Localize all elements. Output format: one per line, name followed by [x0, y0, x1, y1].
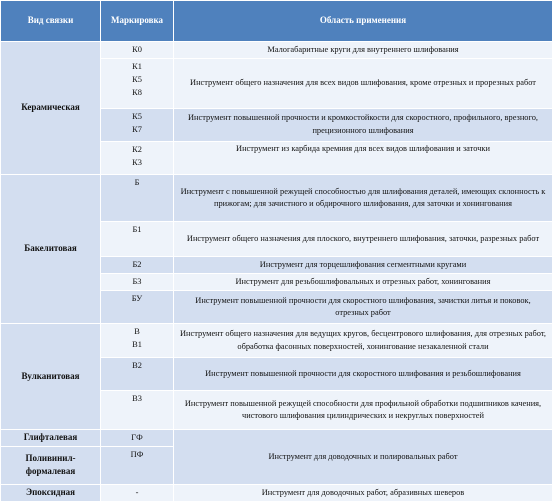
marking-cell [101, 274, 174, 291]
application-cell: Малогабаритные круги для внутреннего шлифования [174, 42, 552, 59]
marking-value: ПФ [130, 449, 144, 459]
marking-value: К5 [132, 112, 142, 122]
marking-cell [101, 142, 174, 175]
application-cell: Инструмент для торцешлифования сегментными кругами [174, 257, 552, 274]
application-cell: Инструмент из карбида кремния для всех видов шлифования и заточки [174, 142, 552, 175]
marking-cell [101, 222, 174, 257]
application-cell: Инструмент для доводочных работ, абразивных шеверов [174, 484, 552, 501]
marking-value: БУ [131, 294, 143, 304]
marking-cell [101, 446, 174, 484]
marking-cell [101, 391, 174, 430]
marking-cell [101, 358, 174, 391]
header-marking: Маркировка [101, 1, 174, 42]
table-row [1, 42, 552, 59]
table-row [1, 324, 552, 358]
marking-value: - [135, 487, 139, 497]
table-row [1, 175, 552, 222]
application-cell: Инструмент общего назначения для плоского, внутреннего шлифования, заточки, разрезных работ [174, 222, 552, 257]
application-cell: Инструмент повышенной прочности для скоростного шлифования, зачистки литья и поковок, отрезных работ [174, 291, 552, 324]
application-cell: Инструмент с повышенной режущей способностью для шлифования деталей, имеющих склонность к прижогам; для зачистного и обдирочного шлифования, для заточки и хонингования [174, 175, 552, 222]
marking-value: В2 [132, 361, 142, 371]
application-cell: Инструмент общего назначения для всех видов шлифования, кроме отрезных и прорезных работ [174, 59, 552, 109]
bond-type-cell: Глифталевая [1, 430, 101, 447]
marking-value: Б [134, 178, 140, 188]
marking-value: К3 [132, 158, 142, 168]
header-application-area: Область применения [174, 1, 552, 42]
marking-cell [101, 430, 174, 447]
table-row [1, 484, 552, 501]
marking-value: Б2 [132, 260, 142, 270]
marking-cell [101, 484, 174, 501]
marking-cell [101, 42, 174, 59]
table-row [1, 430, 552, 447]
marking-cell [101, 324, 174, 358]
bond-type-cell: Вулканитовая [1, 324, 101, 430]
application-cell: Инструмент повышенной прочности для скоростного шлифования и резьбошлифования [174, 358, 552, 391]
marking-value: В1 [132, 340, 142, 350]
marking-cell [101, 291, 174, 324]
application-cell: Инструмент для доводочных и полировальных работ [174, 430, 552, 485]
marking-cell [101, 109, 174, 142]
marking-cell [101, 175, 174, 222]
header-row [1, 1, 552, 42]
marking-value: ГФ [131, 433, 143, 443]
bond-type-cell: Эпоксидная [1, 484, 101, 501]
marking-value: Б3 [132, 277, 142, 287]
application-cell: Инструмент повышенной прочности и кромкостойкости для скоростного, профильного, врезного, прецизионного шлифования [174, 109, 552, 142]
marking-value: К1 [132, 62, 142, 72]
bond-type-cell: Поливинил-формалевая [1, 446, 101, 484]
application-cell: Инструмент для резьбошлифовальных и отрезных работ, хонингования [174, 274, 552, 291]
marking-value: К8 [132, 88, 142, 98]
application-cell: Инструмент общего назначения для ведущих кругов, бесцентрового шлифования, для отрезных работ, обработка фасонных поверхностей, хонингование незакаленной стали [174, 324, 552, 358]
marking-value: К2 [132, 145, 142, 155]
bond-type-cell: Керамическая [1, 42, 101, 175]
marking-value: К0 [132, 45, 142, 54]
marking-value: В [134, 327, 140, 337]
marking-value: Б1 [132, 225, 142, 235]
marking-value: К7 [132, 125, 142, 135]
marking-value: В3 [132, 394, 142, 404]
marking-cell [101, 257, 174, 274]
application-cell: Инструмент повышенной режущей способности для профильной обработки подшипников качения, чистового шлифования цилиндрических и некруглых поверхностей [174, 391, 552, 430]
marking-cell [101, 59, 174, 109]
marking-value: К5 [132, 75, 142, 85]
header-bond-type: Вид связки [1, 1, 101, 42]
bond-type-cell: Бакелитовая [1, 175, 101, 324]
